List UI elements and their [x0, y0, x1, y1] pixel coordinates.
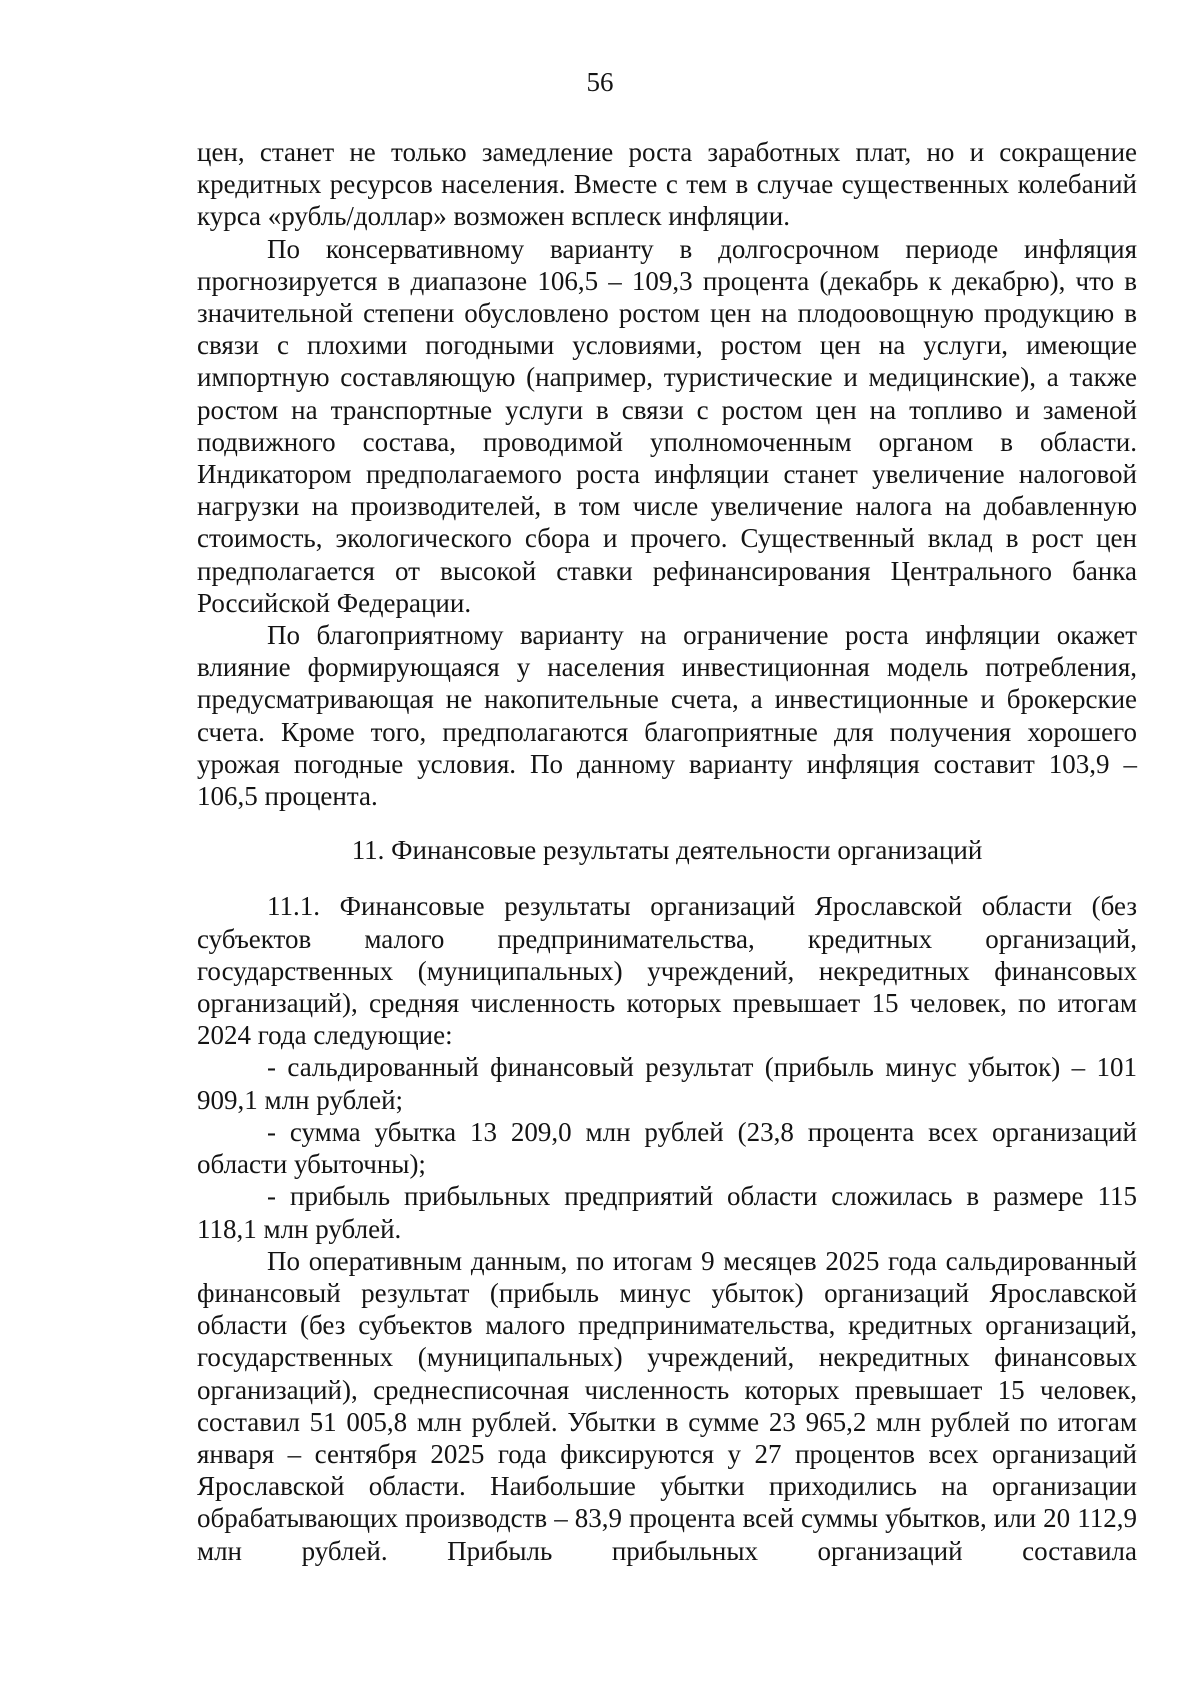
document-body	[197, 136, 1137, 1567]
paragraph-financial-results-2024: 11.1. Финансовые результаты организаций Ярославской области (без субъектов малого предпринимательства, кредитных организаций, государственных (муниципальных) учреждений, некредитных финансовых организаций), средняя численность которых превышает 15 человек, по итогам 2024 года следующие:	[197, 891, 1137, 1051]
section-heading: 11. Финансовые результаты деятельности организаций	[351, 835, 983, 866]
list-item-balanced-result: - сальдированный финансовый результат (прибыль минус убыток) – 101 909,1 млн рублей;	[197, 1052, 1137, 1115]
page-number: 56	[586, 67, 614, 97]
paragraph-favorable-scenario: По благоприятному варианту на ограничение роста инфляции окажет влияние формирующаяся у населения инвестиционная модель потребления, предусматривающая не накопительные счета, а инвестиционные и брокерские счета. Кроме того, предполагаются благоприятные для получения хорошего урожая погодные условия. По данному варианту инфляция составит 103,9 – 106,5 процента.	[197, 620, 1137, 812]
list-item-loss-amount: - сумма убытка 13 209,0 млн рублей (23,8 процента всех организаций области убыточны);	[197, 1116, 1137, 1180]
paragraph-operational-data-2025: По оперативным данным, по итогам 9 месяцев 2025 года сальдированный финансовый результат (прибыль минус убыток) организаций Ярославской области (без субъектов малого предпринимательства, кредитных организаций, государственных (муниципальных) учреждений, некредитных финансовых организаций), среднесписочная численность которых превышает 15 человек, составил 51 005,8 млн рублей. Убытки в сумме 23 965,2 млн рублей по итогам января – сентября 2025 года фиксируются у 27 процентов всех организаций Ярославской области. Наибольшие убытки приходились на организации обрабатывающих производств – 83,9 процента всей суммы убытков, или 20 112,9 млн рублей. Прибыль прибыльных организаций составила	[197, 1245, 1137, 1566]
list-item-profit-amount: - прибыль прибыльных предприятий области сложилась в размере 115 118,1 млн рублей.	[197, 1181, 1137, 1244]
paragraph-inflation-continuation: цен, станет не только замедление роста заработных плат, но и сокращение кредитных ресурсов населения. Вместе с тем в случае существенных колебаний курса «рубль/доллар» возможен всплеск инфляции.	[197, 137, 1137, 232]
paragraph-conservative-scenario: По консервативному варианту в долгосрочном периоде инфляция прогнозируется в диапазоне 106,5 – 109,3 процента (декабрь к декабрю), что в значительной степени обусловлено ростом цен на плодоовощную продукцию в связи с плохими погодными условиями, ростом цен на услуги, имеющие импортную составляющую (например, туристические и медицинские), а также ростом на транспортные услуги в связи с ростом цен на топливо и заменой подвижного состава, проводимой уполномоченным органом в области. Индикатором предполагаемого роста инфляции станет увеличение налоговой нагрузки на производителей, в том числе увеличение налога на добавленную стоимость, экологического сбора и прочего. Существенный вклад в рост цен предполагается от высокой ставки рефинансирования Центрального банка Российской Федерации.	[197, 233, 1137, 618]
